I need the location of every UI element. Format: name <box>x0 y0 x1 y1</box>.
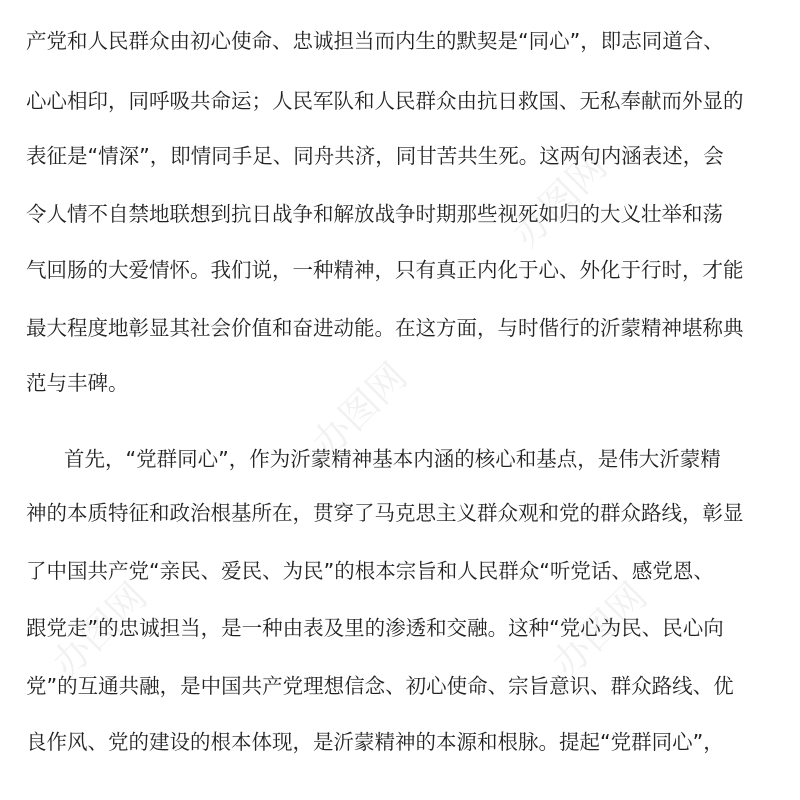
paragraph-line: 心心相印，同呼吸共命运；人民军队和人民群众由抗日救国、无私奉献而外显的 <box>26 89 744 113</box>
paragraph-line: 跟党走”的忠诚担当，是一种由表及里的渗透和交融。这种“党心为民、民心向 <box>26 616 724 640</box>
watermark: 办图网 <box>303 354 416 466</box>
paragraph-line: 良作风、党的建设的根本体现，是沂蒙精神的本源和根脉。提起“党群同心”， <box>26 730 724 754</box>
paragraph-line: 表征是“情深”，即情同手足、同舟共济，同甘苦共生死。这两句内涵表述，会 <box>26 144 724 168</box>
watermark: 办图网 <box>43 574 156 686</box>
paragraph-line: 最大程度地彰显其社会价值和奋进动能。在这方面，与时偕行的沂蒙精神堪称典 <box>26 316 744 340</box>
paragraph-line: 产党和人民群众由初心使命、忠诚担当而内生的默契是“同心”，即志同道合、 <box>26 29 724 53</box>
paragraph-line: 范与丰碑。 <box>26 371 129 395</box>
paragraph-line: 首先，“党群同心”，作为沂蒙精神基本内涵的核心和基点，是伟大沂蒙精 <box>64 447 721 471</box>
paragraph-line: 了中国共产党“亲民、爱民、为民”的根本宗旨和人民群众“听党话、感党恩、 <box>26 559 714 583</box>
watermark: 办图网 <box>543 574 656 686</box>
paragraph-line: 气回肠的大爱情怀。我们说，一种精神，只有真正内化于心、外化于行时，才能 <box>26 258 744 282</box>
watermark: 办图网 <box>503 144 616 256</box>
paragraph-line: 神的本质特征和政治根基所在，贯穿了马克思主义群众观和党的群众路线，彰显 <box>26 501 744 525</box>
paragraph-line: 令人情不自禁地联想到抗日战争和解放战争时期那些视死如归的大义壮举和荡 <box>26 202 723 226</box>
paragraph-line: 党”的互通共融，是中国共产党理想信念、初心使命、宗旨意识、群众路线、优 <box>26 674 734 698</box>
